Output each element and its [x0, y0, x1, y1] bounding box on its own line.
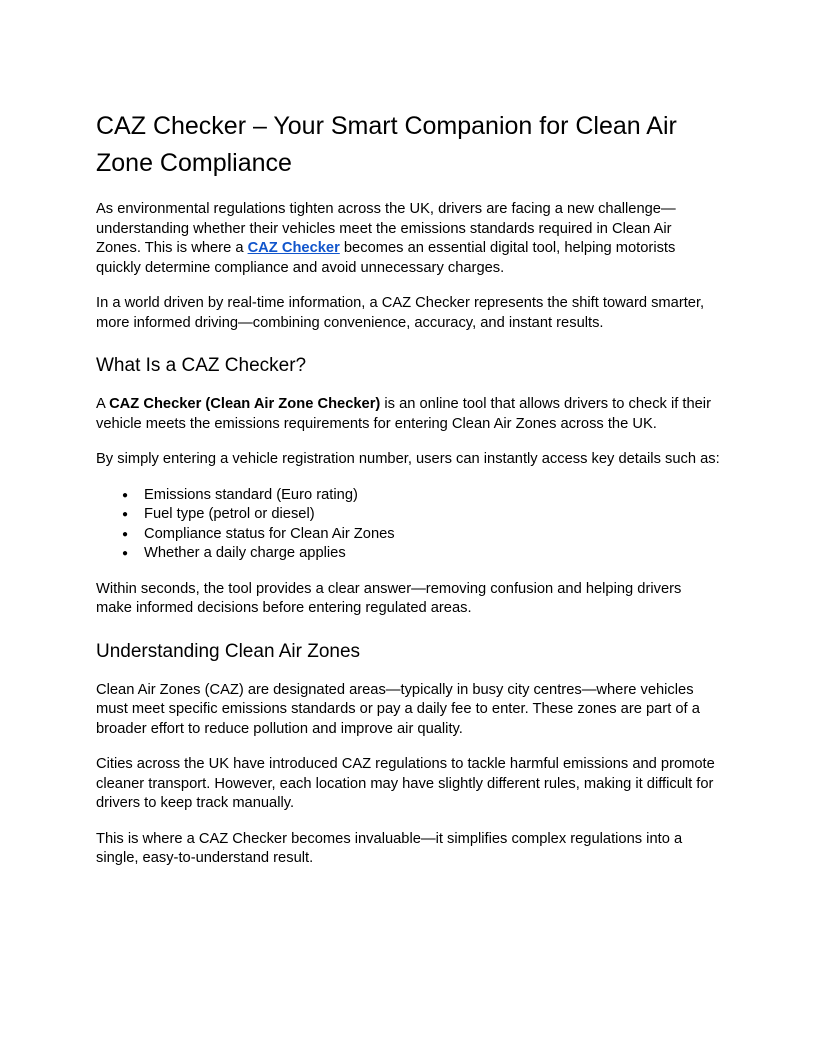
intro-p1-text-before: As environmental regulations tighten across the UK, drivers are facing a new challenge—understanding whether their vehicles meet the emissions standards required in Clean Air Zones. This is where a — [96, 201, 676, 256]
list-item — [96, 486, 720, 506]
intro-paragraph-1 — [96, 200, 720, 278]
bullet-icon: ● — [122, 548, 129, 559]
list-item-text: Emissions standard (Euro rating) — [144, 486, 358, 503]
section-heading-understanding: Understanding Clean Air Zones — [96, 640, 361, 662]
list-item-text: Whether a daily charge applies — [144, 545, 346, 561]
understanding-paragraph-1: Clean Air Zones (CAZ) are designated areas—typically in busy city centres—where vehicles must meet specific emissions standards or pay a daily fee to enter. These zones are part of a broader effort to reduce pollution and improve air quality. — [96, 681, 700, 737]
what-is-p1-bold-text: CAZ Checker (Clean Air Zone Checker) — [109, 396, 381, 412]
what-is-p1-text-before: A — [96, 396, 110, 412]
intro-paragraph-2: In a world driven by real-time information, a CAZ Checker represents the shift toward smarter, more informed driving—combining convenience, accuracy, and instant results. — [96, 295, 705, 331]
list-item — [96, 525, 720, 545]
list-item — [96, 544, 720, 564]
what-is-p1-text-after: is an online tool that allows drivers to check if their vehicle meets the emissions requirements for entering Clean Air Zones across the UK. — [96, 396, 711, 432]
understanding-paragraph-3: This is where a CAZ Checker becomes invaluable—it simplifies complex regulations into a single, easy-to-understand result. — [96, 830, 683, 866]
what-is-paragraph-3: Within seconds, the tool provides a clear answer—removing confusion and helping drivers make informed decisions before entering regulated areas. — [96, 580, 682, 616]
bullet-icon: ● — [122, 489, 129, 501]
what-is-paragraph-2: By simply entering a vehicle registration number, users can instantly access key details such as: — [96, 451, 720, 467]
understanding-paragraph-2: Cities across the UK have introduced CAZ regulations to tackle harmful emissions and promote cleaner transport. However, each location may have slightly different rules, making it difficult for drivers to keep track manually. — [96, 756, 715, 811]
document-title: CAZ Checker – Your Smart Companion for Clean Air Zone Compliance — [96, 112, 677, 177]
what-is-paragraph-1 — [96, 395, 720, 434]
bullet-icon: ● — [122, 528, 129, 540]
list-item-text: Compliance status for Clean Air Zones — [144, 525, 395, 542]
section-heading-what-is: What Is a CAZ Checker? — [96, 355, 307, 376]
bullet-icon: ● — [122, 509, 129, 520]
key-details-list — [96, 486, 720, 564]
list-item — [96, 505, 720, 525]
caz-checker-link[interactable]: CAZ Checker — [247, 240, 340, 256]
list-item-text: Fuel type (petrol or diesel) — [144, 506, 315, 522]
intro-p1-text-after: becomes an essential digital tool, helping motorists quickly determine compliance and avoid unnecessary charges. — [96, 240, 676, 276]
